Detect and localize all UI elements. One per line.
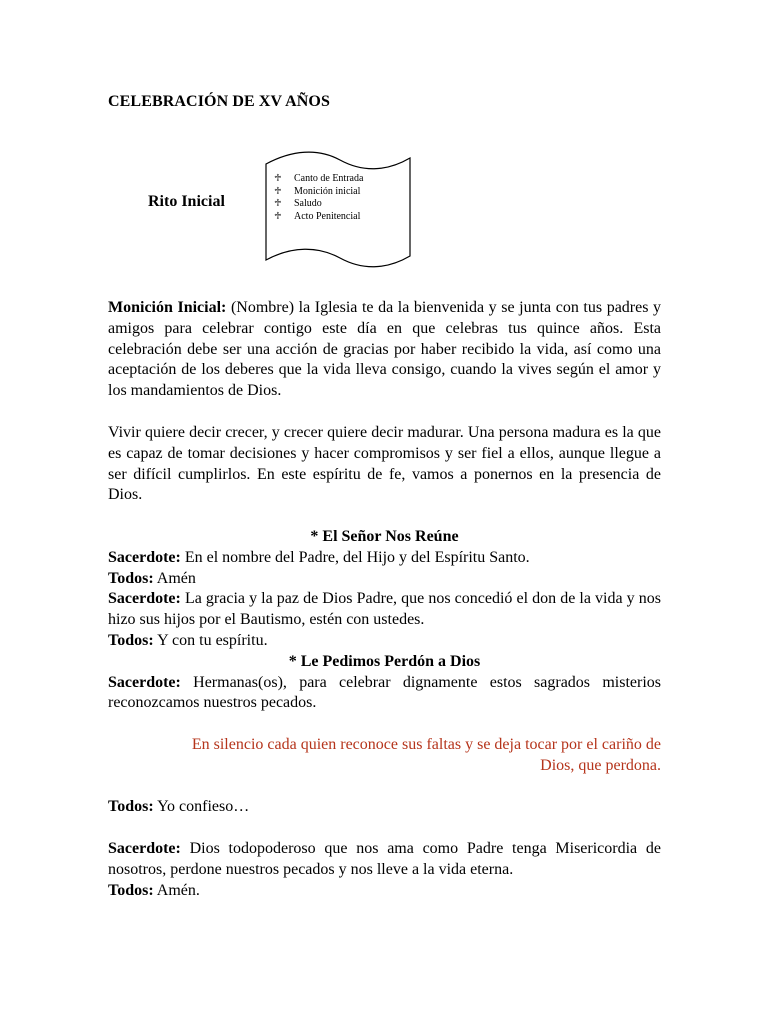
cross-icon: ♱ xyxy=(274,173,282,184)
speaker-label: Sacerdote: xyxy=(108,673,181,691)
cross-icon: ♱ xyxy=(274,198,282,209)
rito-item-label: Canto de Entrada xyxy=(294,173,364,184)
section-senor-nos-reune xyxy=(108,527,661,714)
dialogue-text: Amén xyxy=(153,569,196,587)
speaker-label: Todos: xyxy=(108,798,154,815)
dialogue-text: Hermanas(os), para celebrar dignamente estos sagrados misterios reconozcamos nuestros pecados. xyxy=(108,673,661,712)
monicion-label: Monición Inicial: xyxy=(108,299,227,316)
list-item xyxy=(274,186,363,199)
dialogue-text: Yo confieso… xyxy=(153,798,250,815)
dialogue-line xyxy=(108,881,661,902)
dialogue-text: Dios todopoderoso que nos ama como Padre tenga Misericordia de nosotros, perdone nuestros pecados y nos lleve a la vida eterna. xyxy=(108,840,661,878)
dialogue-line xyxy=(108,548,661,569)
rito-item-label: Monición inicial xyxy=(294,185,361,197)
cross-icon: ♱ xyxy=(274,210,282,222)
list-item xyxy=(274,198,363,211)
rubric-line: En silencio cada quien reconoce sus faltas y se deja tocar por el cariño de xyxy=(191,736,661,753)
monicion-body: padres y amigos para celebrar contigo este día en que celebras tus quince años. Esta celebración debe ser una acción de gracias por haber recibido la vida, así como una aceptación de los deberes que la vida lleva consigo, cuando la vives según el amor y los mandamientos de Dios. xyxy=(108,299,662,400)
dialogue-text: Amén. xyxy=(153,881,200,899)
speaker-label: Sacerdote: xyxy=(108,548,181,566)
dialogue-line xyxy=(108,839,661,881)
rito-inicial-label: Rito Inicial xyxy=(148,193,225,210)
monicion-line1: (Nombre) la Iglesia te da la bienvenida y se junta con tus xyxy=(226,299,603,316)
rito-item-label: Saludo xyxy=(294,198,322,209)
list-item xyxy=(274,211,363,224)
monicion-paragraph xyxy=(108,298,661,402)
section-heading: * Le Pedimos Perdón a Dios xyxy=(288,652,481,670)
vivir-paragraph: Vivir quiere decir crecer, y crecer quiere decir madurar. Una persona madura es la que es capaz de tomar decisiones y hacer compromisos y ser fiel a ellos, aunque llegue a ser difícil cumplirlos. En este espíritu de fe, vamos a ponernos en la presencia de Dios. xyxy=(108,424,661,504)
list-item xyxy=(274,173,363,186)
dialogue-text: En el nombre del Padre, del Hijo y del Espíritu Santo. xyxy=(180,548,530,566)
speaker-label: Sacerdote: xyxy=(108,590,181,608)
rubric-line: Dios, que perdona. xyxy=(540,756,661,774)
section-heading: * El Señor Nos Reúne xyxy=(310,528,459,545)
speaker-label: Todos: xyxy=(108,881,154,899)
dialogue-line xyxy=(108,569,661,590)
final-dialogue xyxy=(108,839,661,901)
speaker-label: Sacerdote: xyxy=(108,840,181,857)
rito-items-list xyxy=(274,173,363,223)
rito-scroll-shape xyxy=(262,150,414,274)
speaker-label: Todos: xyxy=(108,631,154,649)
rubric-instruction xyxy=(108,735,661,777)
confieso-line xyxy=(108,797,661,818)
dialogue-line xyxy=(108,631,661,652)
cross-icon: ♱ xyxy=(274,185,282,197)
document-title: CELEBRACIÓN DE XV AÑOS xyxy=(108,93,330,110)
dialogue-text: La gracia y la paz de Dios Padre, que nos concedió el don de la vida y nos hizo sus hijos por el Bautismo, estén con ustedes. xyxy=(108,590,661,629)
dialogue-text: Y con tu espíritu. xyxy=(153,631,268,649)
dialogue-line xyxy=(108,589,661,631)
dialogue-line xyxy=(108,673,661,715)
rito-item-label: Acto Penitencial xyxy=(294,210,361,222)
speaker-label: Todos: xyxy=(108,569,154,587)
